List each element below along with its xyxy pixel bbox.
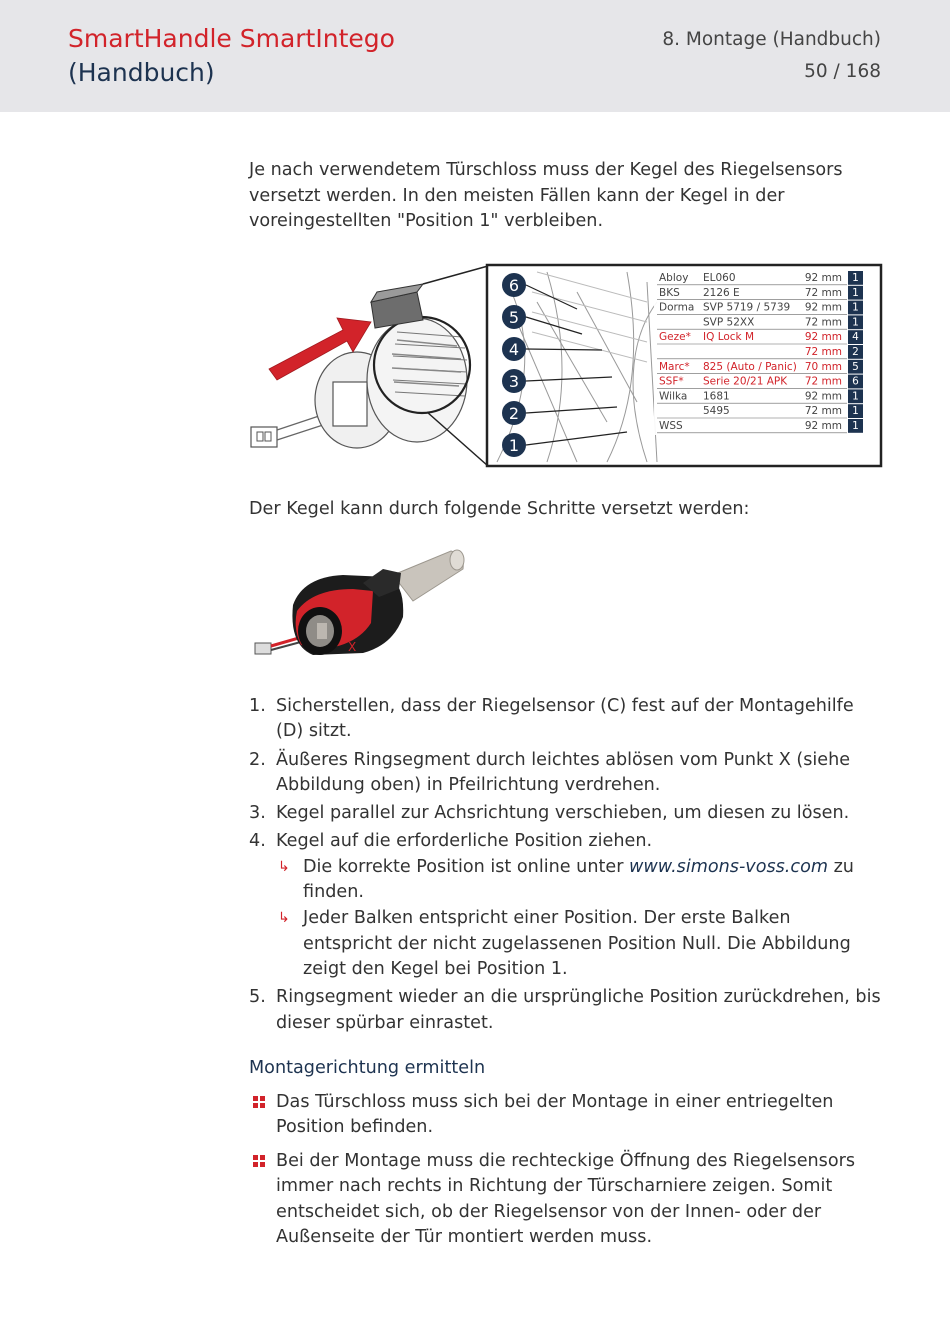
table-model: 5495 (703, 405, 730, 418)
table-model: 2126 E (703, 286, 740, 299)
brand-subtitle: (Handbuch) (68, 58, 215, 87)
table-model: EL060 (703, 272, 736, 284)
table-size: 92 mm (804, 301, 842, 314)
bullet-icon (253, 1096, 265, 1108)
table-brand: Abloy (659, 272, 689, 284)
svg-text:6: 6 (508, 276, 520, 295)
page-number: 50 / 168 (804, 61, 881, 82)
table-model: 825 (Auto / Panic) (703, 360, 797, 373)
step-4-results (249, 855, 885, 982)
lead-paragraph: Der Kegel kann durch folgende Schritte versetzt werden: (249, 499, 750, 519)
table-size: 92 mm (804, 331, 842, 344)
table-position: 5 (852, 360, 859, 373)
bullet-item: Das Türschloss muss sich bei der Montage in einer entriegelten Position befinden. (249, 1090, 885, 1141)
step-5: 5. Ringsegment wieder an die ursprüngliche Position zurückdrehen, bis dieser spürbar einrastet. (249, 987, 881, 1033)
point-x-mark: X (348, 640, 357, 654)
table-size: 92 mm (804, 420, 842, 432)
table-brand: Dorma (659, 301, 695, 314)
table-size: 70 mm (804, 360, 842, 373)
table-position: 1 (852, 390, 859, 403)
table-model: 1681 (703, 390, 730, 403)
sensor-mounting-figure (253, 545, 468, 665)
table-size: 72 mm (804, 316, 842, 329)
table-brand: WSS (659, 420, 683, 432)
table-position: 2 (852, 346, 859, 358)
svg-text:5: 5 (508, 308, 520, 327)
table-size: 72 mm (804, 346, 842, 358)
table-brand: Marc* (659, 360, 690, 373)
step-4: 4. Kegel auf die erforderliche Position ziehen. (249, 831, 653, 852)
table-brand: SSF* (659, 375, 684, 388)
result-arrow-icon: ↳ (278, 858, 290, 875)
step-2: 2. Äußeres Ringsegment durch leichtes ablösen vom Punkt X (siehe Abbildung oben) in Pfeilrichtung verdrehen. (249, 749, 851, 795)
table-position: 4 (852, 331, 859, 344)
table-model: IQ Lock M (703, 331, 755, 344)
svg-text:3: 3 (508, 372, 520, 391)
table-position: 1 (852, 316, 859, 329)
table-brand: BKS (659, 286, 680, 299)
svg-text:4: 4 (508, 340, 520, 359)
table-size: 92 mm (804, 272, 842, 284)
table-position: 6 (852, 375, 859, 388)
page-header (0, 0, 950, 112)
table-position: 1 (852, 272, 859, 284)
intro-paragraph: Je nach verwendetem Türschloss muss der Kegel des Riegelsensors versetzt werden. In den meisten Fällen kann der Kegel in der voreingestellten "Position 1" verbleiben. (249, 160, 843, 231)
brand-title: SmartHandle SmartIntego (68, 24, 395, 53)
steps-list (249, 694, 885, 1039)
svg-text:2: 2 (508, 404, 520, 423)
bullet-icon (253, 1155, 265, 1167)
table-position: 1 (852, 286, 859, 299)
table-brand: Geze* (659, 331, 691, 344)
bullet-item: Bei der Montage muss die rechteckige Öffnung des Riegelsensors immer nach rechts in Richtung der Türscharniere zeigen. Somit entscheidet sich, ob der Riegelsensor von der Innen- oder der Außenseite der Tür montiert werden muss. (249, 1149, 885, 1250)
table-size: 72 mm (804, 286, 842, 299)
table-size: 92 mm (804, 390, 842, 403)
section-title: 8. Montage (Handbuch) (662, 29, 881, 50)
simons-voss-link[interactable]: www.simons-voss.com (629, 856, 828, 877)
table-model: SVP 5719 / 5739 (703, 301, 791, 314)
table-size: 72 mm (804, 375, 842, 388)
sensor-drawing (251, 266, 488, 466)
cone-position-figure (247, 262, 884, 470)
subheading-montagerichtung: Montagerichtung ermitteln (249, 1058, 486, 1078)
result-arrow-icon: ↳ (278, 910, 290, 927)
table-position: 1 (852, 420, 859, 432)
table-position: 1 (852, 301, 859, 314)
result-2: ↳ Jeder Balken entspricht einer Position. Der erste Balken entspricht der nicht zugelassenen Position Null. Die Abbildung zeigt den Kegel bei Position 1. (278, 908, 851, 979)
step-3: 3. Kegel parallel zur Achsrichtung verschieben, um diesen zu lösen. (249, 803, 850, 824)
svg-text:1: 1 (508, 436, 520, 455)
table-brand: Wilka (659, 390, 688, 403)
step-1: 1. Sicherstellen, dass der Riegelsensor (C) fest auf der Montagehilfe (D) sitzt. (249, 696, 854, 742)
table-model: SVP 52XX (703, 316, 755, 329)
table-model: Serie 20/21 APK (703, 375, 788, 388)
result-1: ↳ Die korrekte Position ist online unter www.simons-voss.com zu finden. (278, 856, 854, 903)
table-position: 1 (852, 405, 859, 418)
table-size: 72 mm (804, 405, 842, 418)
